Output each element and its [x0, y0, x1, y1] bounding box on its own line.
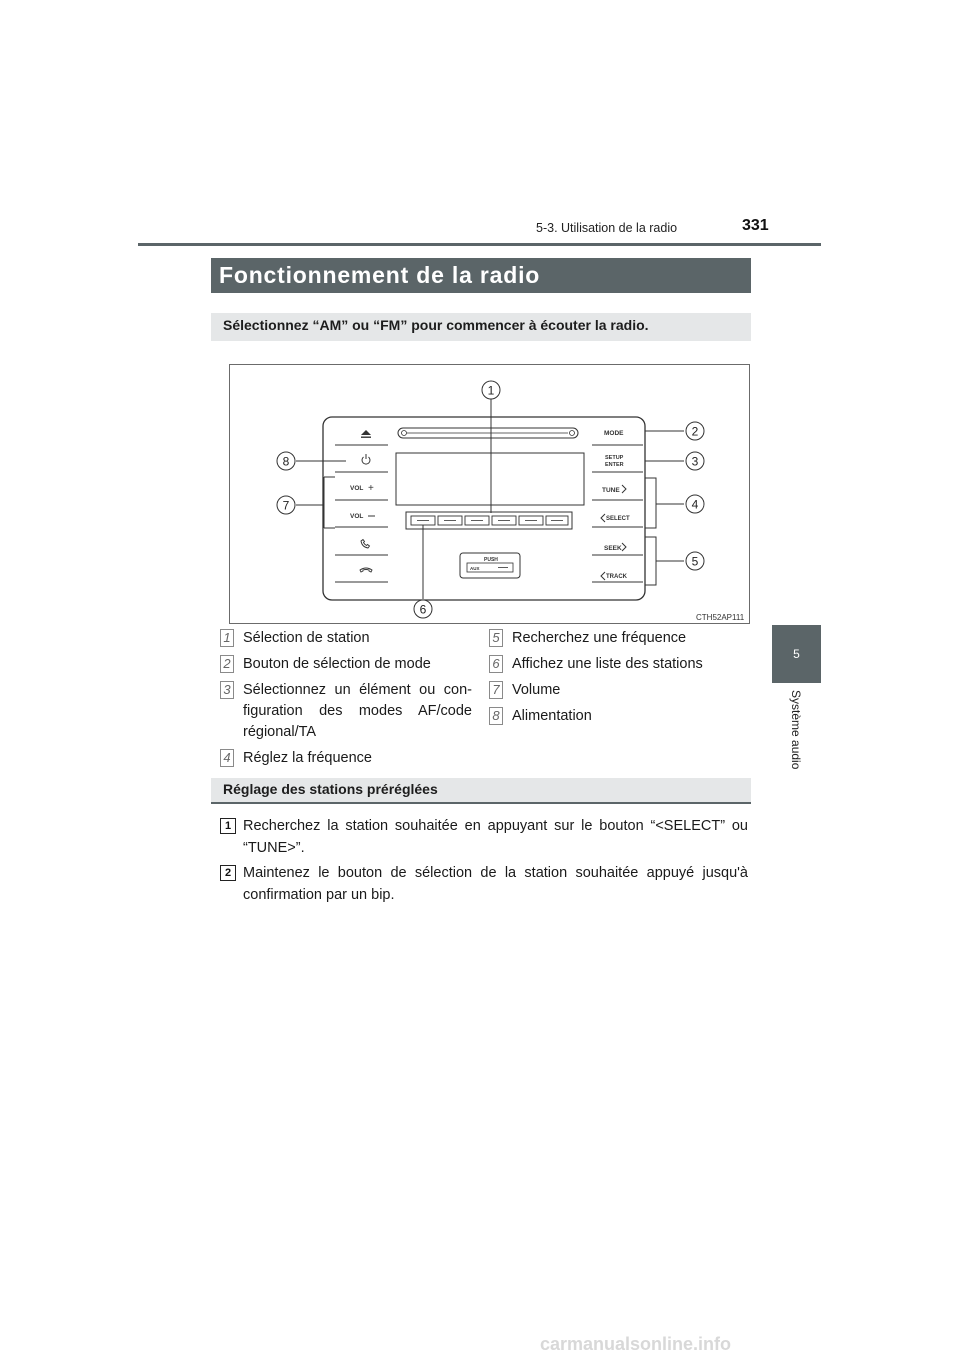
- svg-text:+: +: [368, 483, 374, 494]
- svg-text:SELECT: SELECT: [606, 516, 630, 522]
- intro-text: Sélectionnez “AM” ou “FM” pour commencer à écouter la radio.: [223, 317, 649, 333]
- legend-item: 7 Volume: [489, 680, 751, 700]
- svg-text:ENTER: ENTER: [605, 462, 624, 468]
- svg-text:8: 8: [282, 454, 290, 469]
- legend-item: 5 Recherchez une fréquence: [489, 628, 751, 648]
- svg-text:1: 1: [487, 383, 495, 398]
- svg-text:4: 4: [691, 497, 699, 512]
- svg-text:TUNE: TUNE: [602, 487, 620, 494]
- subsection-bar: [211, 778, 751, 804]
- radio-panel-illustration: [230, 365, 749, 623]
- intro-bar: [211, 313, 751, 341]
- subsection-title: Réglage des stations préréglées: [223, 781, 438, 797]
- chapter-tab: 5: [772, 625, 821, 683]
- legend-item: 4 Réglez la fréquence: [220, 748, 475, 768]
- svg-text:TRACK: TRACK: [606, 574, 627, 580]
- page-title: Fonctionnement de la radio: [219, 262, 541, 288]
- svg-text:5: 5: [691, 554, 699, 569]
- svg-text:AUX: AUX: [470, 566, 480, 571]
- radio-diagram: [229, 364, 750, 624]
- svg-text:SETUP: SETUP: [605, 455, 624, 461]
- hang-up-icon: [360, 568, 372, 572]
- svg-text:VOL: VOL: [350, 513, 364, 520]
- step-item: 2 Maintenez le bouton de sélection de la station souhaitée appuyé jusqu'à confirmation par un bip.: [220, 862, 751, 908]
- chapter-label: Système audio: [789, 690, 803, 770]
- figure-code: CTH52AP111: [696, 613, 745, 622]
- svg-text:VOL: VOL: [350, 485, 364, 492]
- svg-text:MODE: MODE: [604, 430, 624, 437]
- svg-text:SEEK: SEEK: [604, 545, 622, 552]
- legend-item: 1 Sélection de station: [220, 628, 475, 648]
- legend-item: 8 Alimentation: [489, 706, 751, 726]
- power-icon: [362, 454, 370, 464]
- legend-item: 3 Sélectionnez un élément ou con-figuration des modes AF/code régional/TA: [220, 680, 475, 744]
- legend-item: 6 Affichez une liste des stations: [489, 654, 751, 674]
- svg-text:2: 2: [691, 424, 699, 439]
- eject-icon: [361, 430, 371, 438]
- svg-text:6: 6: [419, 602, 427, 617]
- svg-text:PUSH: PUSH: [484, 557, 498, 563]
- page-title-bar: [211, 258, 751, 293]
- svg-text:3: 3: [691, 454, 699, 469]
- header-divider: [138, 243, 821, 246]
- watermark: carmanualsonline.info: [540, 1334, 732, 1354]
- page-number: 331: [742, 217, 769, 234]
- svg-text:7: 7: [282, 498, 290, 513]
- phone-icon: [361, 540, 370, 549]
- step-item: 1 Recherchez la station souhaitée en appuyant sur le bouton “<SELECT” ou “TUNE>”.: [220, 815, 751, 861]
- section-title: 5-3. Utilisation de la radio: [536, 221, 678, 235]
- legend-item: 2 Bouton de sélection de mode: [220, 654, 475, 674]
